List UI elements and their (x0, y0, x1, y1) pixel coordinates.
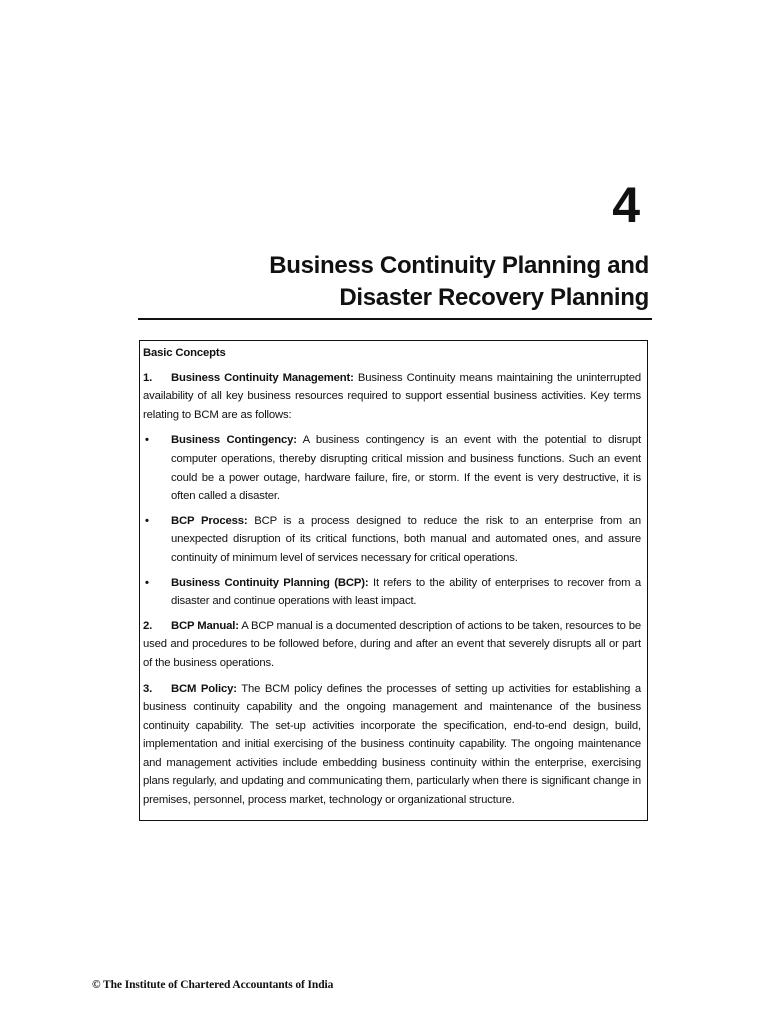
paragraph-number: 2. (143, 619, 153, 632)
paragraph-number: 1. (143, 371, 153, 384)
concept-paragraph-2 (143, 617, 641, 673)
paragraph-number: 3. (143, 682, 153, 695)
paragraph-term: Business Continuity Management: (171, 371, 354, 384)
bullet-text: It refers to the ability of enterprises to recover from a disaster and continue operations with least impact. (171, 576, 642, 608)
bullet-icon: • (145, 576, 149, 589)
title-underline (138, 318, 652, 320)
chapter-title (129, 250, 649, 314)
bullet-text: BCP is a process designed to reduce the risk to an enterprise from an unexpected disruption of its critical functions, both manual and automated ones, and assure continuity of minimum level of services necessary for critical operations. (171, 514, 641, 564)
chapter-title-line-1: Business Continuity Planning and (269, 252, 649, 279)
paragraph-text: The BCM policy defines the processes of setting up activities for establishing a business continuity capability and the ongoing management and maintenance of the business continuity capability. The set-up activities incorporate the specification, end-to-end design, build, implementation and initial exercising of the business continuity capability. The ongoing maintenance and management activities include embedding business continuity within the enterprise, exercising plans regularly, and updating and communicating them, particularly when there is significant change in premises, personnel, process market, technology or organizational structure. (143, 682, 641, 807)
bullet-item (143, 512, 641, 568)
box-heading: Basic Concepts (143, 347, 226, 359)
bullet-item (143, 574, 641, 611)
bullet-icon: • (145, 434, 149, 447)
concept-paragraph-3 (143, 680, 641, 810)
basic-concepts-box (139, 340, 648, 821)
paragraph-text: Business Continuity means maintaining the uninterrupted availability of all key business resources required to support essential business activities. Key terms relating to BCM are as follows: (143, 371, 642, 421)
concept-paragraph-1 (143, 369, 641, 425)
paragraph-term: BCM Policy: (171, 682, 237, 695)
bullet-term: Business Continuity Planning (BCP): (171, 576, 369, 589)
bullet-item (143, 431, 641, 505)
paragraph-text: A BCP manual is a documented description of actions to be taken, resources to be used and procedures to be followed before, during and after an event that severely disrupts all or part of the business operations. (143, 619, 641, 669)
bullet-text: A business contingency is an event with the potential to disrupt computer operations, thereby disrupting critical mission and business functions. Such an event could be a power outage, hardware failure, fire, or storm. If the event is very destructive, it is often called a disaster. (171, 434, 642, 503)
bullet-list (143, 431, 641, 610)
chapter-title-line-2: Disaster Recovery Planning (339, 284, 649, 311)
copyright-footer: © The Institute of Chartered Accountants of India (92, 979, 334, 991)
bullet-term: Business Contingency: (171, 434, 297, 447)
bullet-term: BCP Process: (171, 514, 248, 527)
paragraph-term: BCP Manual: (171, 619, 239, 632)
chapter-number: 4 (612, 177, 640, 233)
bullet-icon: • (145, 514, 149, 527)
